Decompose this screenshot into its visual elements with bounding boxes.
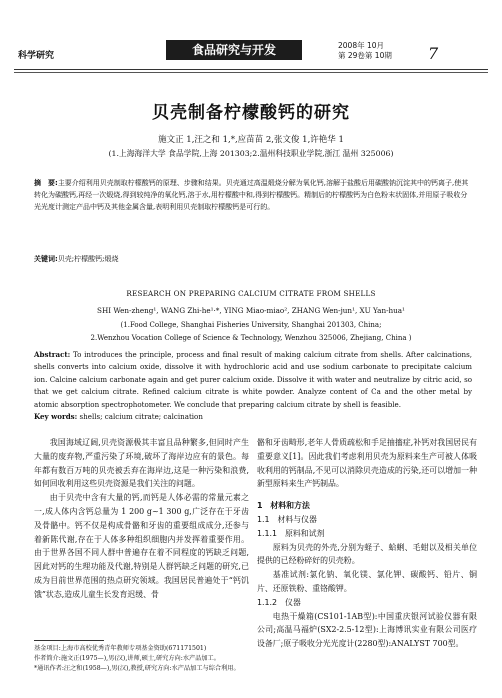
keywords-chinese bbox=[34, 254, 474, 264]
subsubsection-heading: 1.1.1 原料和试剂 bbox=[257, 528, 325, 538]
journal-name-banner: 食品研究与开发 bbox=[166, 40, 302, 60]
running-header bbox=[0, 38, 502, 68]
body-paragraph: 由于贝壳中含有大量的钙,而钙是人体必需的常量元素之一,成人体内含钙总量为 1 200 g~1 300 g,广泛存在于牙齿及骨骼中。钙不仅是构成骨骼和牙齿的重要组成成分,还参与着新陈代谢,存在于人体多种组织细胞内并发挥着重要作用。由于世界各国不同人群中普遍存在着不同程度的钙缺乏问题,因此对钙的生理功能及代谢,特别是人群钙缺乏问题的研究,已成为目前世界范围的热点研究领域。我国居民普遍处于“钙饥饿”状态,造成儿童生长发育迟缓、骨 bbox=[34, 493, 249, 599]
page-number: 7 bbox=[428, 44, 439, 63]
reagents-paragraph: 基准试剂:氯化钠、氧化镁、氯化钾、碳酸钙、铅片、铜片、还原铁粉、重铬酸钾。 bbox=[257, 570, 477, 593]
section-heading: 1 材料和方法 bbox=[257, 501, 310, 511]
affiliations: (1.上海海洋大学 食品学院,上海 201303;2.温州科技职业学院,浙江 温州 325006) bbox=[108, 149, 394, 158]
english-affiliation-1: (1.Food College, Shanghai Fisheries University, Shanghai 201303, China; bbox=[120, 321, 382, 329]
english-authors: SHI Wen-zheng¹, WANG Zhi-he¹·*, YING Miao-miao², ZHANG Wen-jun¹, XU Yan-hua¹ bbox=[97, 306, 405, 315]
abstract-text: 主要介绍利用贝壳制取柠檬酸钙的原理、步骤和结果。贝壳通过高温煅烧分解为氧化钙,溶解于盐酸后用碳酸钠沉淀其中的钙离子,使其转化为碳酸钙,再经一次煅烧,得到较纯净的氧化钙,溶于水,用柠檬酸中和,得到柠檬酸钙。精制后的柠檬酸钙为白色粉末状固体,并用原子吸收分光光度计测定产品中钙及其他金属含量,表明利用贝壳制取柠檬酸钙是可行的。 bbox=[34, 179, 469, 211]
footnote-funding: 基金项目:上海市高校优秀青年教师专项基金资助(671171501) bbox=[34, 645, 207, 652]
footnotes bbox=[34, 644, 249, 674]
english-keywords-label: Key words: bbox=[34, 412, 78, 421]
subsection-heading: 1.1 材料与仪器 bbox=[257, 514, 317, 524]
footnote-rule bbox=[34, 640, 104, 641]
header-rule-thin bbox=[14, 72, 488, 73]
english-keywords-text: shells; calcium citrate; calcination bbox=[79, 412, 203, 421]
paper-title: 贝壳制备柠檬酸钙的研究 bbox=[152, 103, 350, 123]
abstract-chinese bbox=[34, 177, 474, 213]
english-title: RESEARCH ON PREPARING CALCIUM CITRATE FROM SHELLS bbox=[126, 289, 376, 298]
issue-info bbox=[338, 41, 392, 61]
abstract-label: 摘 要: bbox=[34, 179, 58, 187]
english-keywords bbox=[34, 412, 472, 421]
instruments-paragraph: 电热干燥箱(CS101-1AB型):中国重庆银河试验仪器有限公司;高温马福炉(SX2-2.5-12型):上海博讯实业有限公司医疗设备厂;原子吸收分光光度计(2280型):ANALYST 700型。 bbox=[257, 611, 477, 649]
header-section-label: 科学研究 bbox=[18, 51, 55, 61]
materials-paragraph: 原料为贝壳的外壳,分别为蛏子、蛤蜊、毛蚶以及相关单位提供的已经粉碎好的贝壳粉。 bbox=[257, 542, 477, 566]
subsubsection-heading: 1.1.2 仪器 bbox=[257, 597, 301, 607]
english-abstract-label: Abstract: bbox=[34, 350, 71, 359]
body-column-left bbox=[34, 436, 249, 602]
issue-date: 2008年 10月 bbox=[338, 41, 385, 50]
footnote-corresponding: *通讯作者:汪之和(1958—),男(汉),教授,研究方向:水产品加工与综合利用。 bbox=[34, 665, 240, 672]
author-list: 施文正 1,汪之和 1,*,应苗苗 2,张文俊 1,许艳华 1 bbox=[158, 135, 344, 145]
keywords-label: 关键词: bbox=[34, 255, 58, 263]
keywords-text: 贝壳;柠檬酸钙;煅烧 bbox=[57, 255, 119, 263]
english-abstract-text: To introduces the principle, process and final result of making calcium citrate from shells. After calcinations, shells converts into calcium oxide, dissolve it with hydrochloric acid and use sodium carbonate to precipitate calcium ion. Calcine calcium carbonate again and get purer calcium oxide. Dissolve it with water and neutralize by citric acid, so that we get calcium citrate. Refined calcium citrate is white powder. Analyze content of Ca and the other metal by atomic absorption spectrophotometer. We conclude that preparing calcium citrate by shell is feasible. bbox=[34, 350, 472, 409]
english-affiliation-2: 2.Wenzhou Vocation College of Science & Technology, Wenzhou 325006, Zhejiang, China ) bbox=[90, 334, 412, 342]
body-column-right bbox=[257, 436, 477, 651]
english-abstract bbox=[34, 349, 472, 411]
body-paragraph: 我国海域辽阔,贝壳资源极其丰富且品种繁多,但同时产生大量的废弃物,严重污染了环境,破坏了海岸边应有的景色。每年都有数百万吨的贝壳被丢弃在海岸边,这是一种污染和浪费,如何回收利用这些贝壳资源是我们关注的问题。 bbox=[34, 438, 249, 489]
header-rule bbox=[14, 69, 488, 70]
issue-volume: 第 29卷第 10期 bbox=[338, 51, 392, 60]
footnote-author: 作者简介:施文正(1975—),男(汉),讲师,硕士,研究方向:水产品加工。 bbox=[34, 655, 220, 662]
body-paragraph: 骼和牙齿畸形,老年人骨质疏松和手足抽搐症,补钙对我国居民有重要意义[1]。因此我们考虑利用贝壳为原料来生产可被人体吸收利用的钙制品,不见可以消除贝壳造成的污染,还可以增加一种新型原料来生产钙制品。 bbox=[257, 438, 477, 489]
